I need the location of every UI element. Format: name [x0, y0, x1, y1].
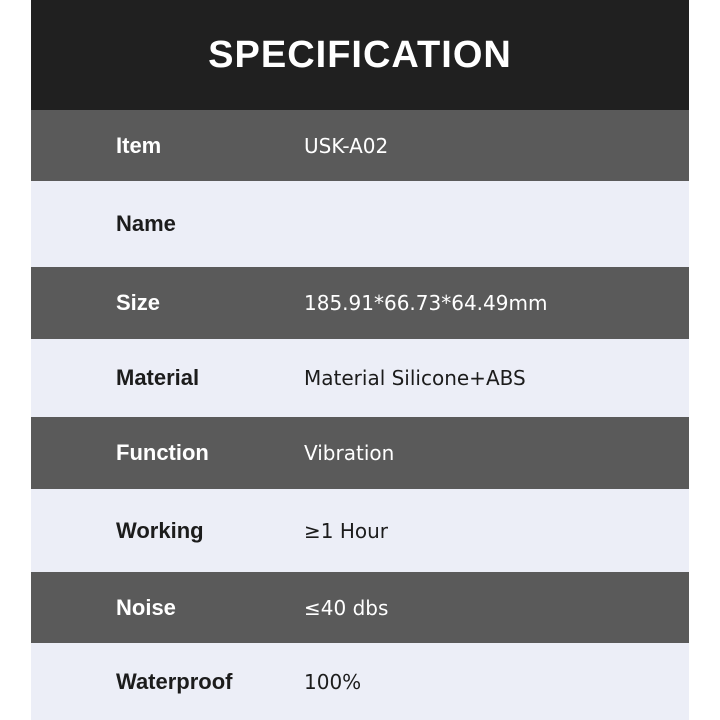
spec-label-working: Working [116, 517, 204, 543]
spec-row-name [31, 181, 689, 267]
spec-label-waterproof: Waterproof [116, 668, 233, 694]
spec-header [31, 0, 689, 110]
spec-value-working: ≥1 Hour [304, 518, 389, 543]
spec-value-noise: ≤40 dbs [304, 595, 389, 620]
specification-sheet [31, 0, 689, 720]
spec-label-item: Item [116, 132, 162, 158]
spec-row-working [31, 489, 689, 572]
spec-label-material: Material [116, 365, 200, 390]
spec-row-waterproof [31, 643, 689, 720]
spec-label-noise: Noise [116, 594, 176, 620]
spec-row-function [31, 417, 689, 489]
spec-value-size: 185.91*66.73*64.49mm [304, 291, 548, 315]
spec-value-function: Vibration [304, 441, 395, 465]
spec-row-noise [31, 572, 689, 643]
spec-label-size: Size [116, 290, 161, 315]
spec-label-function: Function [116, 440, 209, 465]
spec-value-material: Material Silicone+ABS [304, 366, 526, 390]
spec-value-item: USK-A02 [304, 133, 389, 158]
spec-row-material [31, 339, 689, 417]
spec-title: SPECIFICATION [208, 33, 512, 76]
spec-value-waterproof: 100% [304, 669, 362, 694]
spec-label-name: Name [116, 211, 176, 236]
spec-row-size [31, 267, 689, 339]
spec-row-item [31, 110, 689, 181]
